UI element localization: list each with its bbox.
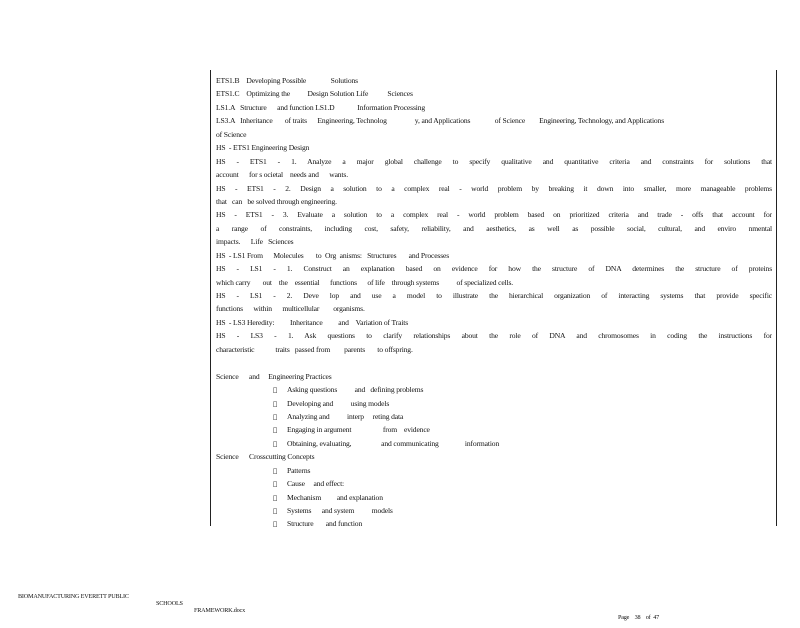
bullet-item-label: Mechanism and explanation xyxy=(287,492,383,502)
page-footer xyxy=(18,586,758,621)
crosscutting-heading: Science Crosscutting Concepts xyxy=(216,452,315,462)
body-line: which carry out the essential functions of life through systems of specialized cells. xyxy=(216,277,514,287)
body-line: functions within multicellular organisms. xyxy=(216,304,365,314)
bullet-item xyxy=(216,437,772,450)
body-line xyxy=(216,356,772,369)
bullet-square-icon xyxy=(273,426,275,435)
bullet-square-icon xyxy=(273,412,275,421)
bullet-item xyxy=(216,517,772,530)
right-margin-rule xyxy=(776,70,777,526)
bullet-item-label: Structure and function xyxy=(287,519,363,529)
body-line: HS - ETS1 - 1. Analyze a major global challenge to specify qualitative and quantitative criteria and constraints for solutions that xyxy=(216,156,772,166)
bullet-square-icon xyxy=(273,466,275,475)
bullet-square-icon xyxy=(273,493,275,502)
document-body xyxy=(216,74,772,531)
footer-filename-part2: SCHOOLS xyxy=(156,600,183,607)
bullet-item xyxy=(216,464,772,477)
bullet-item xyxy=(216,410,772,423)
bullet-item-label: Analyzing and interp reting data xyxy=(287,411,404,421)
bullet-item-label: Patterns xyxy=(287,465,311,475)
footer-filename: BIOMANUFACTURING EVERETT PUBLIC xyxy=(18,593,129,600)
body-line: impacts. Life Sciences xyxy=(216,237,294,247)
bullet-item xyxy=(216,383,772,396)
bullet-item xyxy=(216,504,772,517)
body-line: LS3.A Inheritance of traits Engineering, Technolog y, and Applications of Science Engineering, Technology, and Applications xyxy=(216,116,665,126)
bullet-item xyxy=(216,477,772,490)
body-line: Science and Engineering Practices xyxy=(216,371,332,381)
left-margin-rule xyxy=(210,70,211,526)
bullet-item-label: Obtaining, evaluating, and communicating information xyxy=(287,438,500,448)
bullet-item-label: Cause and effect: xyxy=(287,479,345,489)
body-line: characteristic traits passed from parents to offspring. xyxy=(216,344,413,354)
bullet-item-label: Engaging in argument from evidence xyxy=(287,425,430,435)
body-line: HS - ETS1 - 3. Evaluate a solution to a complex real - world problem based on prioritized criteria and trade - offs that account for xyxy=(216,210,772,220)
body-line: HS - ETS1 Engineering Design xyxy=(216,143,310,153)
body-line: HS - LS1 From Molecules to Org anisms: Structures and Processes xyxy=(216,250,450,260)
bullet-item-label: Asking questions and defining problems xyxy=(287,385,424,395)
body-line: account for s ocietal needs and wants. xyxy=(216,170,348,180)
bullet-square-icon xyxy=(273,507,275,515)
body-line: of Science xyxy=(216,129,247,139)
body-line: HS - LS3 Heredity: Inheritance and Variation of Traits xyxy=(216,317,409,327)
bullet-item xyxy=(216,423,772,436)
bullet-item xyxy=(216,491,772,504)
body-line: HS - LS3 - 1. Ask questions to clarify relationships about the role of DNA and chromosomes in coding the instructions for xyxy=(216,331,772,341)
body-line: HS - ETS1 - 2. Design a solution to a complex real - world problem by breaking it down into smaller, more manageable problems xyxy=(216,183,772,193)
body-line: LS1.A Structure and function LS1.D Information Processing xyxy=(216,102,426,112)
bullet-square-icon xyxy=(273,439,275,448)
body-line: that can be solved through engineering. xyxy=(216,196,337,206)
bullet-item xyxy=(216,397,772,410)
bullet-item-label: Developing and using models xyxy=(287,398,390,408)
bullet-square-icon xyxy=(273,386,275,395)
body-line: HS - LS1 - 1. Construct an explanation based on evidence for how the structure of DNA determines the structure of proteins xyxy=(216,264,772,274)
footer-page-number: Page 38 of 47 xyxy=(618,614,660,621)
body-line: a range of constraints, including cost, safety, reliability, and aesthetics, as well as possible social, cultural, and enviro nmental xyxy=(216,223,772,233)
body-line: ETS1.C Optimizing the Design Solution Life Sciences xyxy=(216,89,413,99)
bullet-square-icon xyxy=(273,520,275,529)
bullet-item-label: Systems and system models xyxy=(287,506,393,515)
bullet-square-icon xyxy=(273,480,275,489)
footer-filename-part3: FRAMEWORK.docx xyxy=(194,607,245,614)
body-line: HS - LS1 - 2. Deve lop and use a model to illustrate the hierarchical organization of interacting systems that provide specific xyxy=(216,291,772,300)
body-line: ETS1.B Developing Possible Solutions xyxy=(216,76,358,85)
bullet-square-icon xyxy=(273,399,275,408)
